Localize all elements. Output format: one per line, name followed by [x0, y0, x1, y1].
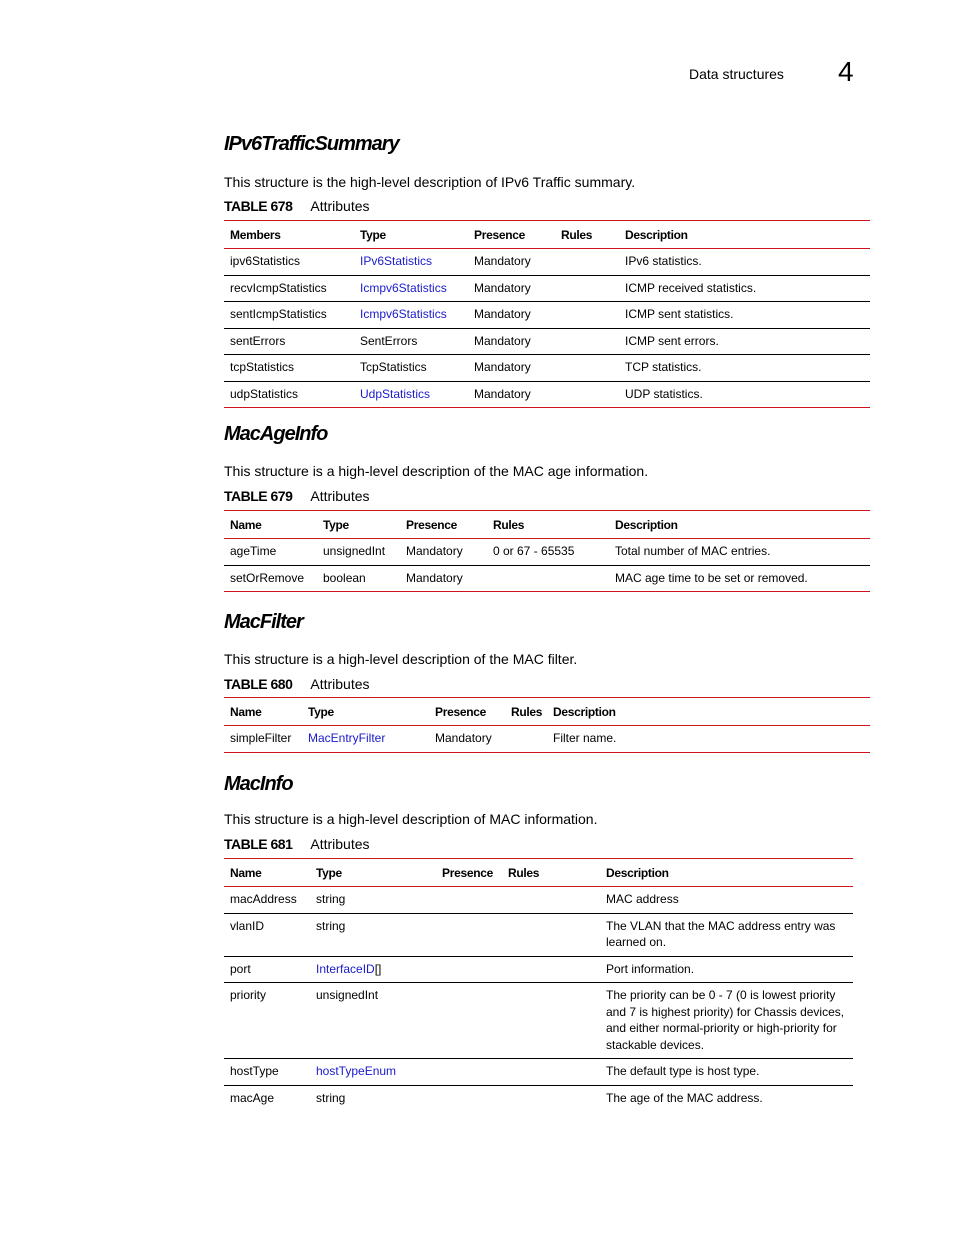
table-row	[224, 1059, 853, 1086]
rules-cell	[555, 328, 619, 355]
column-header: Rules	[511, 704, 543, 719]
name-cell: macAge	[230, 1090, 275, 1105]
rules-cell	[555, 302, 619, 329]
rules-cell	[502, 913, 600, 956]
type-cell: unsignedInt	[316, 988, 379, 1002]
rules-cell	[502, 1059, 600, 1086]
type-link[interactable]: InterfaceID	[316, 961, 375, 976]
table-header-row	[224, 221, 870, 249]
type-cell: unsignedInt	[323, 544, 386, 558]
description-cell: MAC age time to be set or removed.	[615, 570, 808, 585]
table-number: TABLE 678	[224, 198, 293, 214]
rules-cell	[555, 249, 619, 276]
table-row	[224, 275, 870, 302]
chapter-number: 4	[838, 56, 854, 87]
presence-cell	[436, 887, 502, 914]
description-cell: Port information.	[606, 961, 695, 976]
type-link[interactable]: hostTypeEnum	[316, 1064, 397, 1078]
type-cell: boolean	[323, 570, 366, 585]
column-header: Name	[230, 517, 262, 532]
rules-cell	[487, 565, 609, 592]
presence-cell	[436, 1085, 502, 1111]
attributes-table	[224, 858, 853, 1111]
column-header: Rules	[508, 865, 540, 880]
column-header: Type	[316, 865, 342, 880]
column-header: Type	[360, 227, 386, 242]
section-intro: This structure is the high-level description of IPv6 Traffic summary.	[224, 174, 636, 190]
table-row	[224, 355, 870, 382]
table-row	[224, 381, 870, 408]
name-cell: port	[230, 961, 251, 976]
type-cell: string	[316, 1090, 346, 1105]
member-cell: tcpStatistics	[230, 360, 295, 374]
table-number: TABLE 680	[224, 676, 293, 692]
description-cell: ICMP sent errors.	[625, 333, 719, 348]
name-cell: setOrRemove	[230, 570, 305, 585]
name-cell: ageTime	[230, 544, 277, 558]
array-suffix: []	[374, 961, 382, 976]
section-title: IPv6TrafficSummary	[224, 133, 399, 155]
member-cell: ipv6Statistics	[230, 254, 301, 268]
table-row	[224, 1085, 853, 1111]
column-header: Presence	[442, 865, 493, 880]
attributes-table	[224, 510, 870, 592]
name-cell: simpleFilter	[230, 731, 292, 745]
rules-cell	[555, 355, 619, 382]
presence-cell: Mandatory	[474, 307, 531, 321]
rules-cell	[502, 983, 600, 1059]
table-number: TABLE 679	[224, 488, 293, 504]
description-cell: Filter name.	[553, 731, 617, 745]
presence-cell: Mandatory	[474, 254, 531, 268]
column-header: Presence	[474, 227, 525, 242]
presence-cell: Mandatory	[406, 544, 463, 558]
column-header: Name	[230, 865, 262, 880]
table-row	[224, 565, 870, 592]
rules-cell	[555, 381, 619, 408]
table-row	[224, 539, 870, 566]
type-cell: TcpStatistics	[360, 360, 427, 374]
name-cell: macAddress	[230, 892, 297, 906]
member-cell: sentErrors	[230, 333, 286, 348]
presence-cell: Mandatory	[474, 333, 531, 348]
presence-cell	[436, 1059, 502, 1086]
rules-cell: 0 or 67 - 65535	[493, 544, 575, 558]
description-cell: The priority can be 0 - 7 (0 is lowest priority and 7 is highest priority) for Chassis devices, and either normal-priority or high-priority for stackable devices.	[606, 988, 845, 1052]
table-row	[224, 328, 870, 355]
presence-cell: Mandatory	[435, 731, 492, 745]
table-row	[224, 956, 853, 983]
section-title: MacAgeInfo	[224, 423, 328, 445]
member-cell: sentIcmpStatistics	[230, 307, 327, 321]
type-link[interactable]: IPv6Statistics	[360, 254, 433, 268]
rules-cell	[502, 956, 600, 983]
section-title: MacInfo	[224, 773, 293, 795]
description-cell: ICMP sent statistics.	[625, 307, 734, 321]
type-link[interactable]: Icmpv6Statistics	[360, 280, 447, 295]
table-caption	[224, 836, 370, 852]
rules-cell	[555, 275, 619, 302]
description-cell: Total number of MAC entries.	[615, 544, 771, 558]
type-cell: string	[316, 918, 346, 933]
table-header-row	[224, 511, 870, 539]
column-header: Name	[230, 704, 262, 719]
presence-cell	[436, 983, 502, 1059]
type-link[interactable]: MacEntryFilter	[308, 731, 386, 745]
name-cell: hostType	[230, 1064, 279, 1078]
table-row	[224, 302, 870, 329]
member-cell: recvIcmpStatistics	[230, 280, 327, 295]
column-header: Description	[606, 865, 669, 880]
type-cell: string	[316, 892, 346, 906]
type-cell	[310, 956, 436, 983]
type-link[interactable]: Icmpv6Statistics	[360, 307, 447, 321]
description-cell: The default type is host type.	[606, 1064, 760, 1078]
table-caption	[224, 488, 370, 504]
attributes-table	[224, 697, 870, 753]
column-header: Type	[308, 704, 334, 719]
description-cell: TCP statistics.	[625, 360, 702, 374]
column-header: Description	[625, 227, 688, 242]
rules-cell	[502, 1085, 600, 1111]
section-intro: This structure is a high-level description of the MAC filter.	[224, 651, 578, 667]
name-cell: priority	[230, 988, 267, 1002]
description-cell: ICMP received statistics.	[625, 280, 757, 295]
table-row	[224, 983, 853, 1059]
description-cell: UDP statistics.	[625, 386, 703, 401]
type-cell: SentErrors	[360, 333, 418, 348]
table-caption-text: Attributes	[310, 488, 370, 504]
table-row	[224, 726, 870, 753]
column-header: Presence	[406, 517, 457, 532]
section-intro: This structure is a high-level description of MAC information.	[224, 811, 598, 827]
presence-cell: Mandatory	[406, 570, 463, 585]
presence-cell: Mandatory	[474, 386, 531, 401]
presence-cell	[436, 956, 502, 983]
table-header-row	[224, 698, 870, 726]
description-cell: The age of the MAC address.	[606, 1090, 763, 1105]
column-header: Rules	[493, 517, 525, 532]
table-row	[224, 913, 853, 956]
presence-cell: Mandatory	[474, 360, 531, 374]
table-caption-text: Attributes	[310, 676, 370, 692]
rules-cell	[505, 726, 547, 753]
table-number: TABLE 681	[224, 836, 293, 852]
table-row	[224, 887, 853, 914]
presence-cell: Mandatory	[474, 280, 531, 295]
header-title: Data structures	[689, 66, 784, 82]
column-header: Type	[323, 517, 349, 532]
description-cell: IPv6 statistics.	[625, 254, 702, 268]
table-caption	[224, 198, 370, 214]
table-row	[224, 249, 870, 276]
table-caption-text: Attributes	[310, 198, 370, 214]
section-title: MacFilter	[224, 611, 303, 633]
type-link[interactable]: UdpStatistics	[360, 386, 431, 401]
column-header: Description	[615, 517, 678, 532]
table-header-row	[224, 859, 853, 887]
column-header: Members	[230, 227, 281, 242]
column-header: Presence	[435, 704, 486, 719]
table-caption-text: Attributes	[310, 836, 370, 852]
table-caption	[224, 676, 370, 692]
rules-cell	[502, 887, 600, 914]
name-cell: vlanID	[230, 918, 265, 933]
attributes-table	[224, 220, 870, 408]
presence-cell	[436, 913, 502, 956]
member-cell: udpStatistics	[230, 386, 299, 401]
description-cell: The VLAN that the MAC address entry was learned on.	[606, 918, 836, 949]
description-cell: MAC address	[606, 892, 679, 906]
column-header: Rules	[561, 227, 593, 242]
column-header: Description	[553, 704, 616, 719]
section-intro: This structure is a high-level description of the MAC age information.	[224, 463, 649, 479]
